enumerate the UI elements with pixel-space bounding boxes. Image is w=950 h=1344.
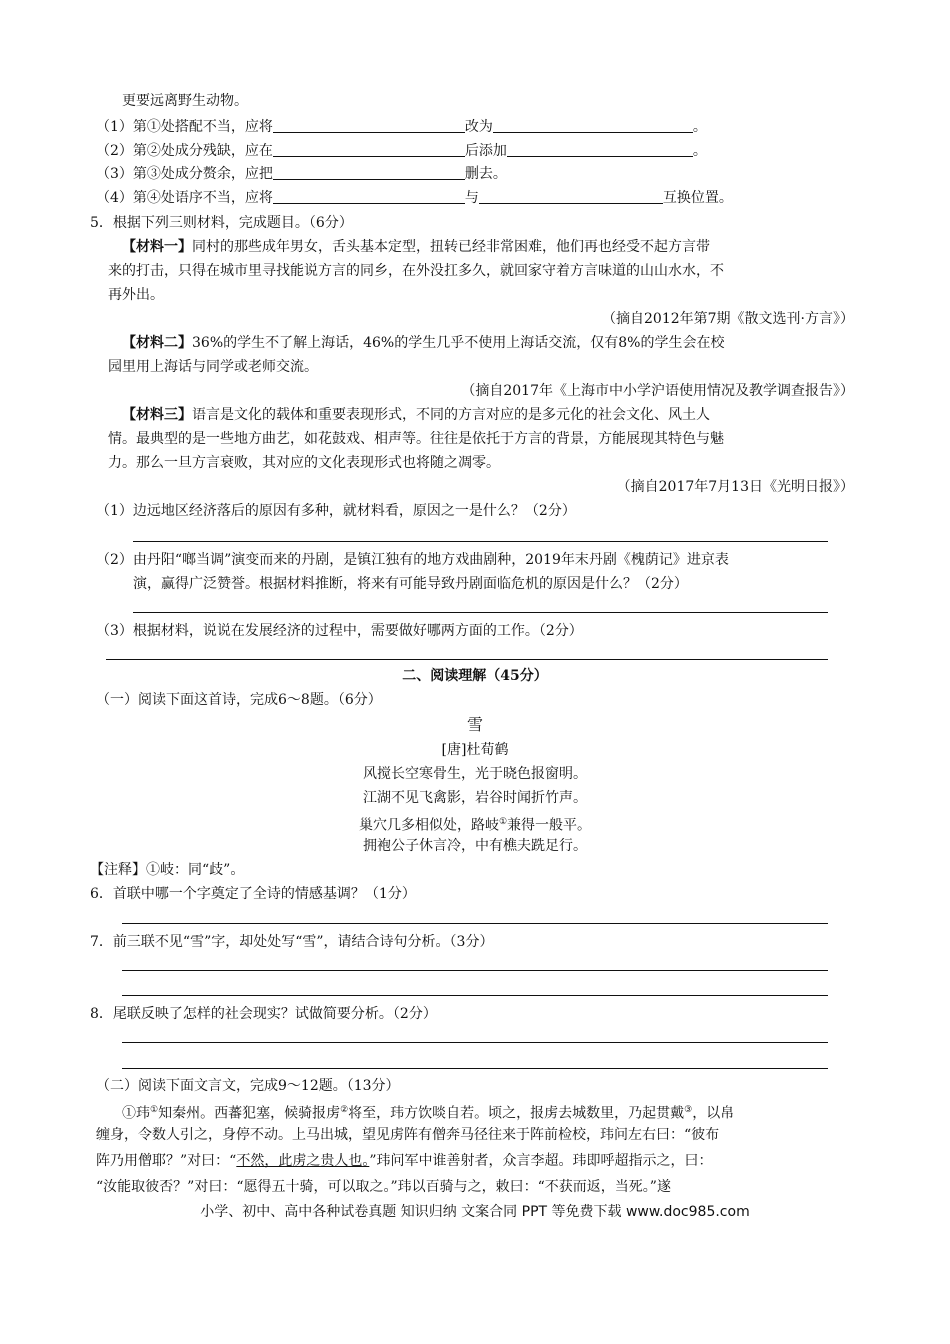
q8: 8．尾联反映了怎样的社会现实？试做简要分析。（2分） xyxy=(90,1006,437,1022)
q6: 6．首联中哪一个字奠定了全诗的情感基调？（1分） xyxy=(90,886,416,902)
part2-intro: （二）阅读下面文言文，完成9～12题。（13分） xyxy=(96,1078,400,1094)
answer-line[interactable] xyxy=(122,970,828,971)
material-1-source: （摘自2012年第7期《散文选刊·方言》） xyxy=(602,311,854,327)
q4-intro-tail: 更要远离野生动物。 xyxy=(122,93,248,109)
classical-text-line: ①玮①知秦州。西蕃犯塞，候骑报虏②将至，玮方饮啖自若。顷之，报虏去城数里，乃起贯戴③，以帛 xyxy=(122,1105,735,1122)
page-footer: 小学、初中、高中各种试卷真题 知识归纳 文案合同 PPT 等免费下载 www.doc985.com xyxy=(200,1204,750,1220)
material-1-line: 【材料一】同村的那些成年男女，舌头基本定型，扭转已经非常困难，他们再也经受不起方言带 xyxy=(122,239,710,255)
answer-line[interactable] xyxy=(133,541,828,542)
answer-line[interactable] xyxy=(122,1068,828,1069)
material-3-line: 情。最典型的是一些地方曲艺，如花鼓戏、相声等。往往是依托于方言的背景，方能展现其特色与魅 xyxy=(108,431,724,447)
poem-line: 拥袍公子休言冷，中有樵夫跣足行。 xyxy=(363,838,587,854)
part1-intro: （一）阅读下面这首诗，完成6～8题。（6分） xyxy=(96,692,382,708)
poem-note: 【注释】①岐：同“歧”。 xyxy=(90,862,245,878)
q4-item-1: （1）第①处搭配不当，应将 改为 。 xyxy=(96,119,707,135)
material-2-line: 【材料二】36%的学生不了解上海话，46%的学生几乎不使用上海话交流，仅有8%的学生会在校 xyxy=(122,335,725,351)
q5-sub2-cont: 演，赢得广泛赞誉。根据材料推断，将来有可能导致丹剧面临危机的原因是什么？（2分） xyxy=(133,576,688,592)
classical-text-line: “汝能取彼否？”对曰：“愿得五十骑，可以取之。”玮以百骑与之，敕曰：“不获而返，当死。”遂 xyxy=(96,1179,671,1195)
answer-line[interactable] xyxy=(133,612,828,613)
material-2-line: 园里用上海话与同学或老师交流。 xyxy=(108,359,318,375)
q5-stem: 5．根据下列三则材料，完成题目。（6分） xyxy=(90,215,353,231)
answer-line[interactable] xyxy=(122,923,828,924)
answer-blank[interactable] xyxy=(273,118,465,133)
answer-blank[interactable] xyxy=(273,165,465,180)
answer-blank[interactable] xyxy=(273,189,465,204)
underlined-sentence: 不然，此虏之贵人也。 xyxy=(236,1153,370,1169)
section-title: 二、阅读理解（45分） xyxy=(402,668,548,684)
poem-line: 江湖不见飞禽影，岩谷时闻折竹声。 xyxy=(363,790,587,806)
answer-blank[interactable] xyxy=(479,189,663,204)
material-2-source: （摘自2017年《上海市中小学沪语使用情况及教学调查报告》） xyxy=(461,383,854,399)
q5-sub3: （3）根据材料，说说在发展经济的过程中，需要做好哪两方面的工作。（2分） xyxy=(96,623,583,639)
poem-author: [唐]杜荀鹤 xyxy=(441,742,509,758)
material-3-line: 力。那么一旦方言衰败，其对应的文化表现形式也将随之凋零。 xyxy=(108,455,500,471)
q4-item-4: （4）第④处语序不当，应将 与 互换位置。 xyxy=(96,190,733,206)
material-3-line: 【材料三】语言是文化的载体和重要表现形式，不同的方言对应的是多元化的社会文化、风土人 xyxy=(122,407,710,423)
q7: 7．前三联不见“雪”字，却处处写“雪”，请结合诗句分析。（3分） xyxy=(90,934,494,950)
classical-text-line: 缠身，令数人引之，身停不动。上马出城，望见虏阵有僧奔马径往来于阵前检校，玮问左右曰：“彼布 xyxy=(96,1127,720,1143)
poem-title: 雪 xyxy=(466,715,483,734)
classical-text-line: 阵乃用僧耶？”对曰：“不然，此虏之贵人也。”玮问军中谁善射者，众言李超。玮即呼超指示之，曰： xyxy=(96,1153,713,1169)
q4-item-3: （3）第③处成分赘余，应把 删去。 xyxy=(96,166,507,182)
q5-sub1: （1）边远地区经济落后的原因有多种，就材料看，原因之一是什么？（2分） xyxy=(96,503,576,519)
answer-blank[interactable] xyxy=(493,118,693,133)
answer-blank[interactable] xyxy=(273,142,465,157)
q5-sub2: （2）由丹阳“啷当调”演变而来的丹剧，是镇江独有的地方戏曲剧种，2019年末丹剧《槐荫记》进京表 xyxy=(96,552,729,568)
answer-line[interactable] xyxy=(106,659,828,660)
material-1-line: 再外出。 xyxy=(108,287,164,303)
answer-blank[interactable] xyxy=(507,142,693,157)
q4-item-2: （2）第②处成分残缺，应在 后添加 。 xyxy=(96,143,707,159)
material-1-line: 来的打击，只得在城市里寻找能说方言的同乡，在外没扛多久，就回家守着方言味道的山山水水，不 xyxy=(108,263,724,279)
material-3-source: （摘自2017年7月13日《光明日报》） xyxy=(616,479,854,495)
answer-line[interactable] xyxy=(122,995,828,996)
poem-line: 巢穴几多相似处，路岐①兼得一般平。 xyxy=(358,817,592,834)
answer-line[interactable] xyxy=(122,1042,828,1043)
poem-line: 风搅长空寒骨生，光于晓色报窗明。 xyxy=(363,766,587,782)
